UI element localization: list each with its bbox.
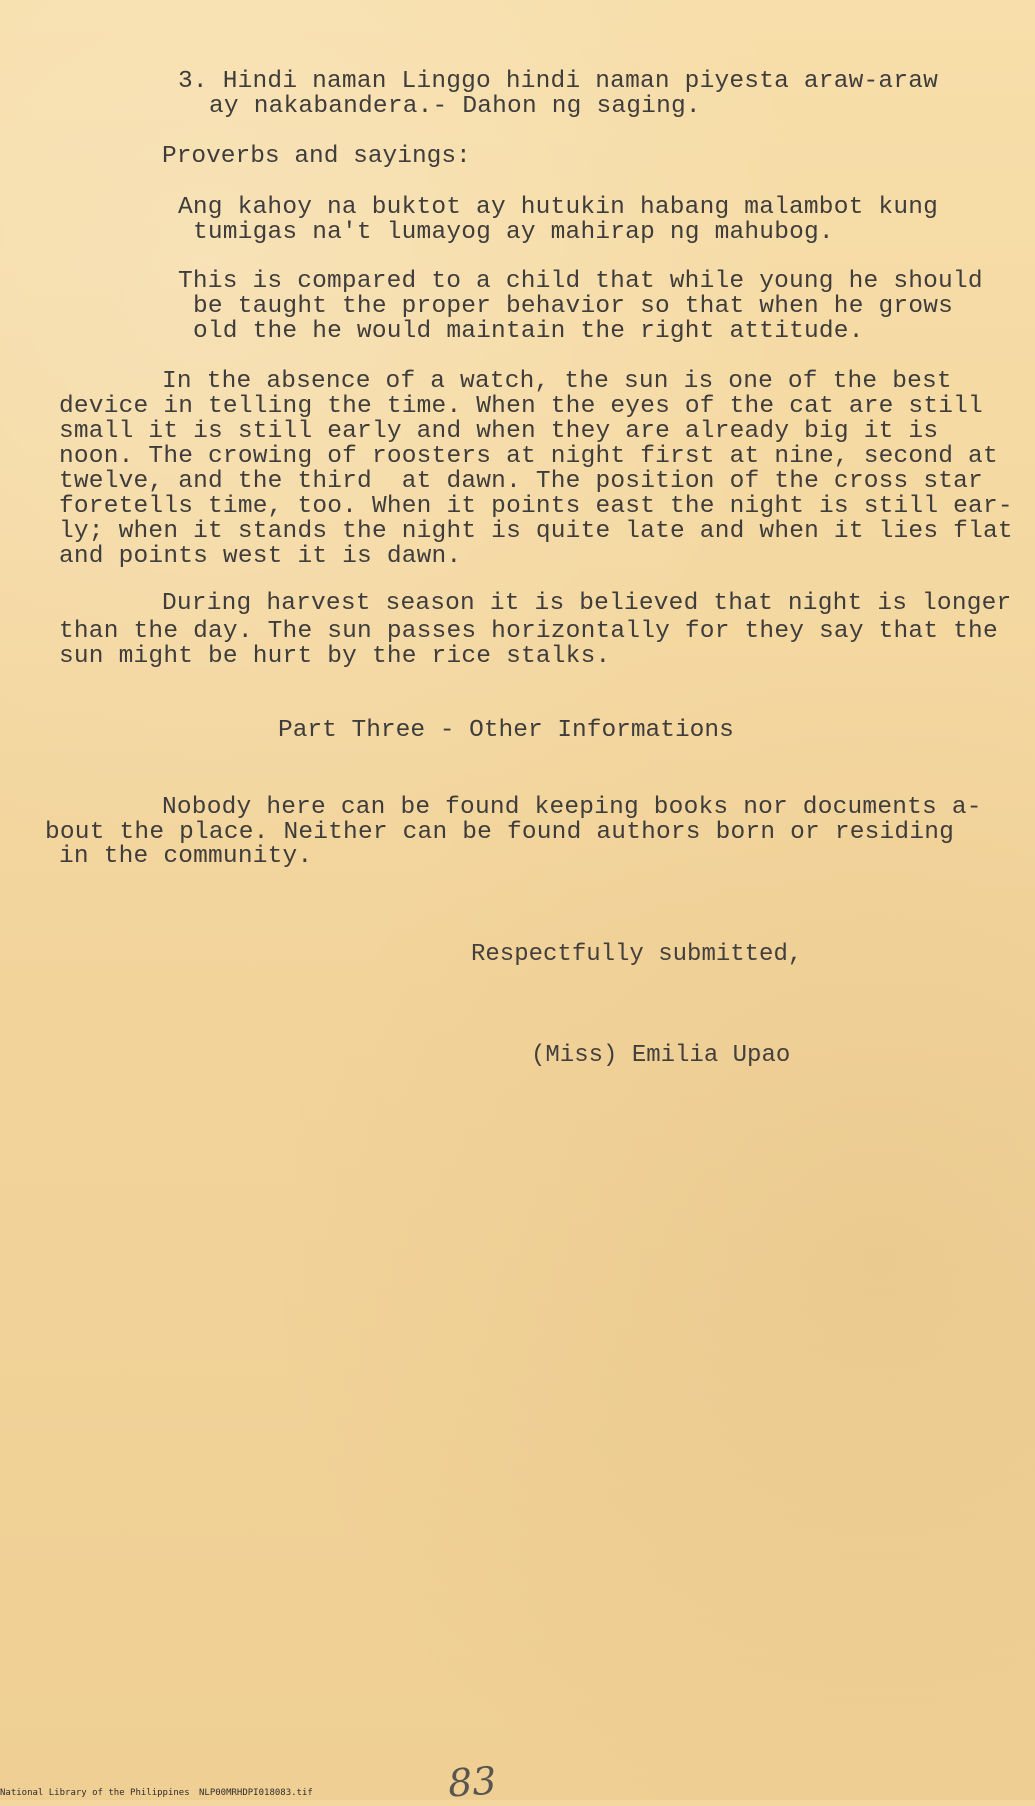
time-paragraph-line-2: device in telling the time. When the eyes of the cat are still <box>59 393 983 420</box>
proverb-line-2: tumigas na't lumayog ay mahirap ng mahubog. <box>193 219 834 246</box>
time-paragraph-line-7: ly; when it stands the night is quite late and when it lies flat <box>59 518 1013 545</box>
handwritten-page-number: 83 <box>446 1758 498 1806</box>
explanation-line-3: old the he would maintain the right attitude. <box>193 318 864 345</box>
library-label: National Library of the Philippines <box>0 1788 190 1798</box>
explanation-line-2: be taught the proper behavior so that when he grows <box>193 293 954 320</box>
closing-paragraph-line-2: bout the place. Neither can be found authors born or residing <box>45 819 955 846</box>
proverb-line-1: Ang kahoy na buktot ay hutukin habang malambot kung <box>178 194 939 221</box>
time-paragraph-line-4: noon. The crowing of roosters at night first at nine, second at <box>59 443 998 470</box>
harvest-paragraph-line-2: than the day. The sun passes horizontally for they say that the <box>59 618 998 645</box>
time-paragraph-line-3: small it is still early and when they are already big it is <box>59 418 939 445</box>
riddle-line-2: ay nakabandera.- Dahon ng saging. <box>209 93 701 120</box>
file-label: NLP00MRHDPI018083.tif <box>199 1788 313 1798</box>
proverbs-heading: Proverbs and sayings: <box>162 143 471 170</box>
riddle-line-1: 3. Hindi naman Linggo hindi naman piyesta araw-araw <box>178 68 939 95</box>
time-paragraph-line-1: In the absence of a watch, the sun is one of the best <box>162 368 952 395</box>
time-paragraph-line-5: twelve, and the third at dawn. The position of the cross star <box>59 468 983 495</box>
closing-paragraph-line-3: in the community. <box>59 843 313 870</box>
section-heading: Part Three - Other Informations <box>278 717 734 744</box>
harvest-paragraph-line-3: sun might be hurt by the rice stalks. <box>59 643 611 670</box>
time-paragraph-line-8: and points west it is dawn. <box>59 543 462 570</box>
harvest-paragraph-line-1: During harvest season it is believed that night is longer <box>162 590 1012 617</box>
explanation-line-1: This is compared to a child that while young he should <box>178 268 983 295</box>
author-name: (Miss) Emilia Upao <box>531 1042 791 1069</box>
closing-paragraph-line-1: Nobody here can be found keeping books nor documents a- <box>162 794 982 821</box>
time-paragraph-line-6: foretells time, too. When it points east the night is still ear- <box>59 493 1013 520</box>
closing-salutation: Respectfully submitted, <box>471 941 803 968</box>
